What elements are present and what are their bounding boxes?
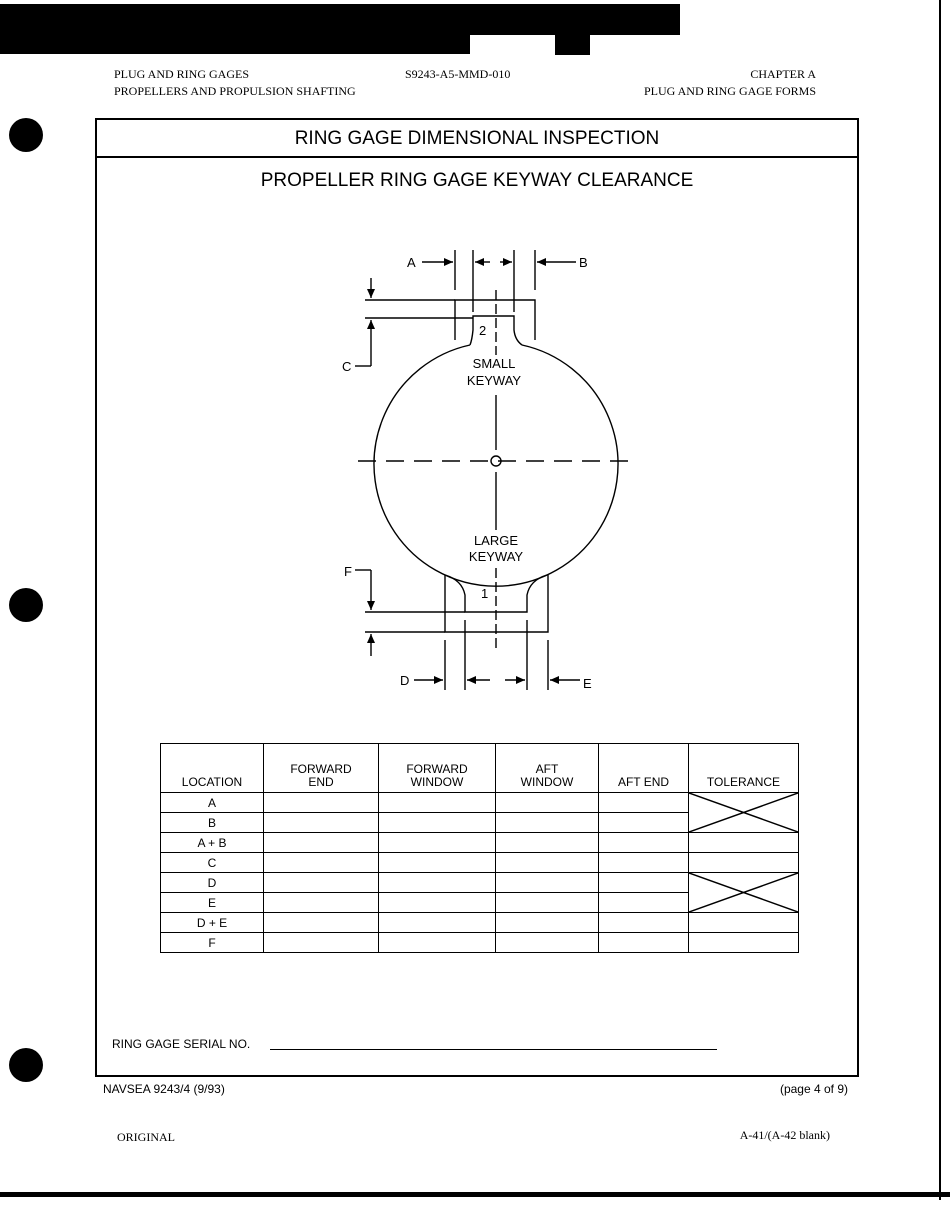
dimension-arrows [367,258,559,684]
aft-end-cell[interactable] [599,873,689,893]
form-id: NAVSEA 9243/4 (9/93) [103,1082,225,1096]
location-cell: E [161,893,264,913]
status: ORIGINAL [117,1130,175,1144]
label-b: B [579,255,588,270]
forward-end-cell[interactable] [264,833,379,853]
aft-window-cell[interactable] [496,913,599,933]
small-keyway-label: KEYWAY [466,373,522,388]
aft-end-cell[interactable] [599,833,689,853]
page-number: A-41/(A-42 blank) [739,1128,830,1142]
aft-end-cell[interactable] [599,813,689,833]
aft-end-cell[interactable] [599,853,689,873]
forward-window-cell[interactable] [379,793,496,813]
header-subtitle: PROPELLERS AND PROPULSION SHAFTING [114,84,356,98]
forward-end-cell[interactable] [264,813,379,833]
location-cell: D + E [161,913,264,933]
table-row [161,853,799,873]
header-title: PLUG AND RING GAGES [114,67,250,81]
label-1: 1 [481,586,489,601]
forward-window-cell[interactable] [379,873,496,893]
serial-input-line[interactable] [270,1049,717,1050]
forward-end-cell[interactable] [264,873,379,893]
forward-window-cell[interactable] [379,893,496,913]
col-aft-end: AFT END [599,744,689,793]
forward-window-cell[interactable] [379,913,496,933]
location-cell: F [161,933,264,953]
clearance-table [160,743,799,953]
table-row [161,833,799,853]
aft-window-cell[interactable] [496,813,599,833]
large-keyway-label: LARGE [473,533,519,548]
label-2: 2 [479,323,487,338]
aft-end-cell[interactable] [599,893,689,913]
label-e: E [583,676,592,691]
forward-end-cell[interactable] [264,793,379,813]
aft-window-cell[interactable] [496,833,599,853]
tolerance-cell[interactable] [689,913,799,933]
large-keyway-label: KEYWAY [468,549,524,564]
location-cell: A + B [161,833,264,853]
form-title: RING GAGE DIMENSIONAL INSPECTION [294,128,660,149]
tolerance-cell[interactable] [689,833,799,853]
location-cell: C [161,853,264,873]
doc-number: S9243-A5-MMD-010 [405,67,511,81]
forward-window-cell[interactable] [379,853,496,873]
serial-label: RING GAGE SERIAL NO. [112,1037,251,1051]
tolerance-na-cell [689,873,799,913]
tolerance-cell[interactable] [689,853,799,873]
form-subtitle: PROPELLER RING GAGE KEYWAY CLEARANCE [260,170,694,191]
chapter-title: PLUG AND RING GAGE FORMS [643,84,816,98]
label-d: D [400,673,410,688]
forward-window-cell[interactable] [379,833,496,853]
tolerance-na-cell [689,793,799,833]
forward-end-cell[interactable] [264,913,379,933]
location-cell: B [161,813,264,833]
small-keyway-outline [455,300,535,340]
table-row [161,933,799,953]
forward-window-cell[interactable] [379,933,496,953]
table-row [161,873,799,893]
aft-window-cell[interactable] [496,793,599,813]
label-f: F [344,564,352,579]
aft-end-cell[interactable] [599,793,689,813]
aft-window-cell[interactable] [496,893,599,913]
aft-window-cell[interactable] [496,853,599,873]
forward-end-cell[interactable] [264,893,379,913]
col-tolerance: TOLERANCE [689,744,799,793]
label-c: C [342,359,352,374]
chapter: CHAPTER A [750,67,816,81]
table-row [161,793,799,813]
forward-window-cell[interactable] [379,813,496,833]
col-aft-window: AFT WINDOW [496,744,599,793]
location-cell: D [161,873,264,893]
table-header-row [161,744,799,793]
aft-window-cell[interactable] [496,933,599,953]
location-cell: A [161,793,264,813]
col-location: LOCATION [161,744,264,793]
page-of: (page 4 of 9) [779,1082,848,1096]
col-forward-window: FORWARD WINDOW [379,744,496,793]
table-row [161,913,799,933]
aft-end-cell[interactable] [599,913,689,933]
tolerance-cell[interactable] [689,933,799,953]
aft-window-cell[interactable] [496,873,599,893]
label-a: A [407,255,416,270]
forward-end-cell[interactable] [264,853,379,873]
col-forward-end: FORWARD END [264,744,379,793]
aft-end-cell[interactable] [599,933,689,953]
forward-end-cell[interactable] [264,933,379,953]
small-keyway-label: SMALL [472,356,516,371]
